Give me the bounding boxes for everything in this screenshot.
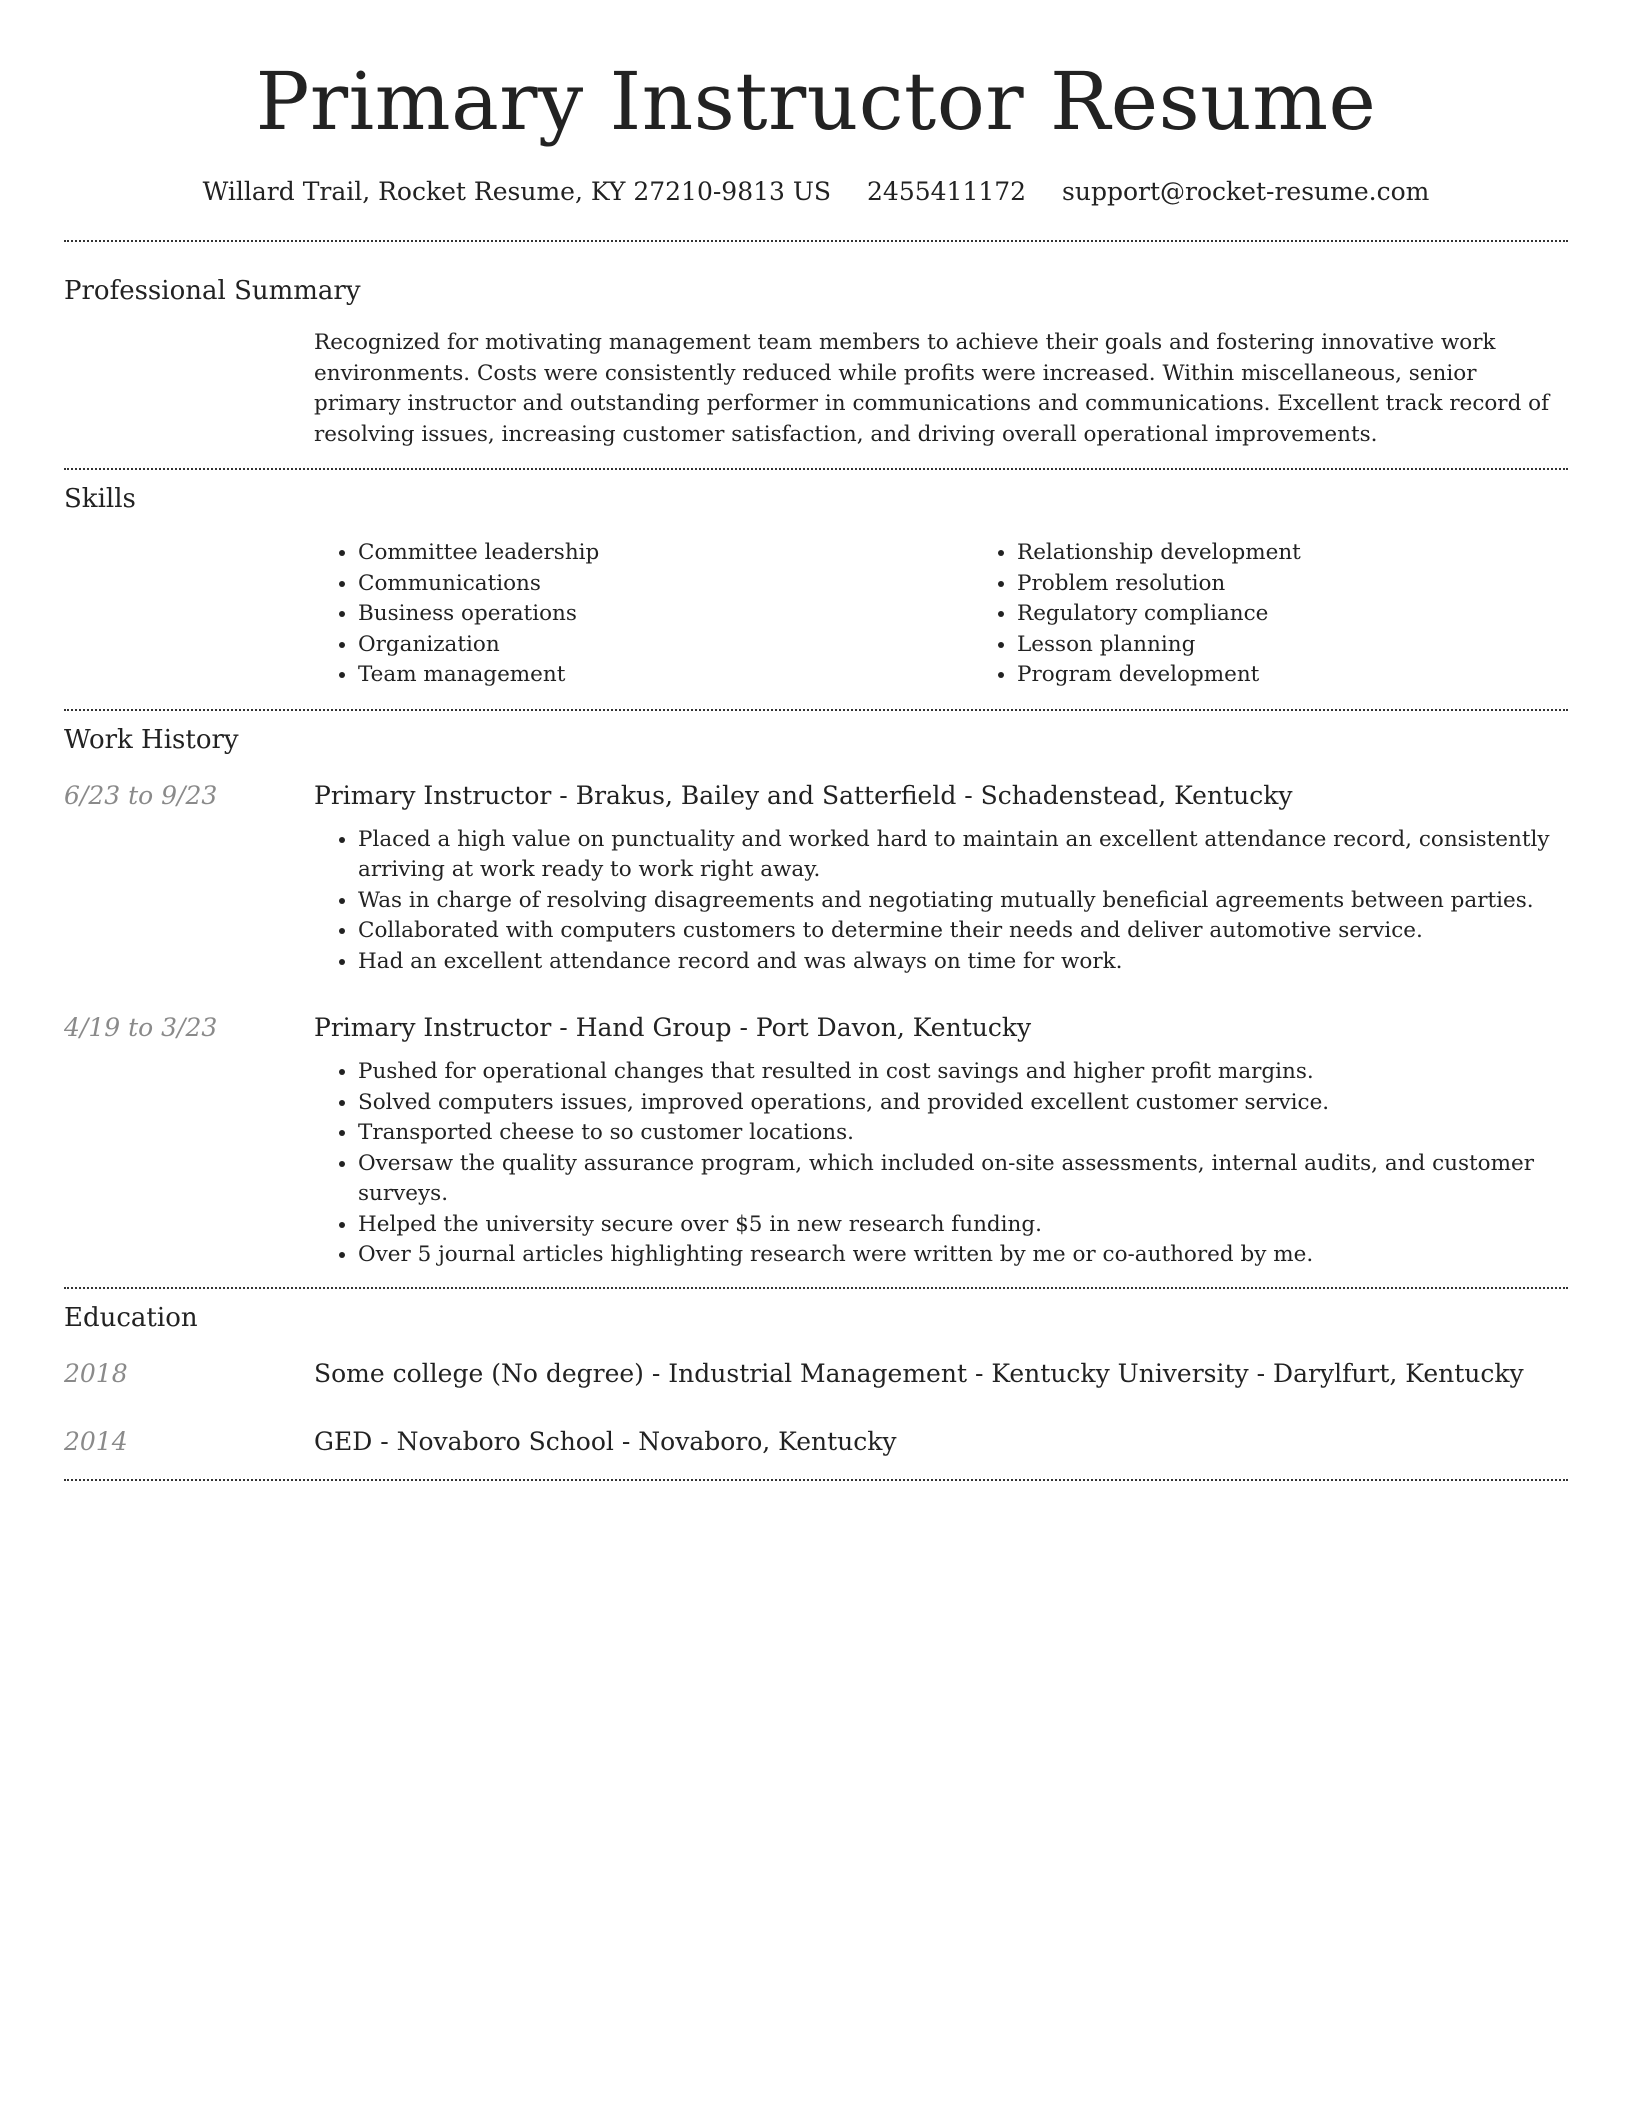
summary-section bbox=[64, 274, 1568, 450]
job-title: Primary Instructor - Hand Group - Port Davon, Kentucky bbox=[314, 1013, 1032, 1042]
education-location: Darylfurt, Kentucky bbox=[1273, 1358, 1524, 1388]
job-dates: 4/19 to 3/23 bbox=[64, 1013, 218, 1042]
job-bullet: • Solved computers issues, improved operations, and provided excellent customer service. bbox=[358, 1088, 1568, 1119]
job-entry bbox=[64, 779, 1568, 978]
job-bullet: • Collaborated with computers customers to determine their needs and deliver automotive service. bbox=[358, 916, 1568, 947]
skill-item: • Communications bbox=[358, 569, 973, 600]
section-divider bbox=[64, 1287, 1568, 1289]
education-entry: 2018 Some college (No degree) - Industrial Management - Kentucky University - Darylfurt, Kentucky bbox=[64, 1357, 1568, 1391]
skill-item: • Program development bbox=[1017, 660, 1632, 691]
section-divider bbox=[64, 709, 1568, 711]
skill-item: • Organization bbox=[358, 630, 973, 661]
job-dates: 6/23 to 9/23 bbox=[64, 780, 218, 810]
section-divider bbox=[64, 240, 1568, 242]
education-year: 2018 bbox=[64, 1358, 128, 1388]
skill-item: • Business operations bbox=[358, 599, 973, 630]
education-year: 2014 bbox=[64, 1426, 128, 1456]
education-location: Novaboro, Kentucky bbox=[638, 1426, 897, 1456]
job-bullet: • Had an excellent attendance record and was always on time for work. bbox=[358, 947, 1568, 978]
job-entry bbox=[64, 1011, 1568, 1271]
job-bullet: • Pushed for operational changes that resulted in cost savings and higher profit margins. bbox=[358, 1057, 1568, 1088]
job-bullet: • Helped the university secure over $5 in new research funding. bbox=[358, 1210, 1568, 1241]
job-bullet: • Was in charge of resolving disagreements and negotiating mutually beneficial agreements between parties. bbox=[358, 886, 1568, 917]
contact-email: support@rocket-resume.com bbox=[1062, 177, 1430, 206]
education-field: Industrial Management bbox=[668, 1358, 968, 1388]
skill-item: • Relationship development bbox=[1017, 538, 1632, 569]
skills-heading: Skills bbox=[64, 484, 136, 514]
job-bullet: • Placed a high value on punctuality and worked hard to maintain an excellent attendance record, consistently arriving at work ready to work right away. bbox=[358, 825, 1568, 886]
job-bullets bbox=[314, 825, 1568, 978]
job-bullet: • Oversaw the quality assurance program, which included on-site assessments, internal audits, and customer surveys. bbox=[358, 1149, 1568, 1210]
section-divider bbox=[64, 468, 1568, 470]
work-section bbox=[64, 723, 1568, 1271]
skill-item: • Committee leadership bbox=[358, 538, 973, 569]
education-heading: Education bbox=[64, 1302, 198, 1333]
skill-item: • Lesson planning bbox=[1017, 630, 1632, 661]
contact-address: Willard Trail, Rocket Resume, KY 27210-9813 US bbox=[202, 177, 832, 206]
education-school: Kentucky University bbox=[991, 1358, 1249, 1388]
skill-item: • Regulatory compliance bbox=[1017, 599, 1632, 630]
job-bullets bbox=[314, 1057, 1568, 1271]
education-school: Novaboro School bbox=[396, 1426, 614, 1456]
skills-list-left bbox=[314, 538, 973, 691]
skill-item: • Team management bbox=[358, 660, 973, 691]
education-entry: 2014 GED - Novaboro School - Novaboro, Kentucky bbox=[64, 1425, 1568, 1459]
job-bullet: • Over 5 journal articles highlighting research were written by me or co-authored by me. bbox=[358, 1240, 1568, 1271]
work-heading: Work History bbox=[64, 724, 239, 755]
contact-phone: 2455411172 bbox=[867, 177, 1027, 206]
section-divider bbox=[64, 1479, 1568, 1481]
contact-line bbox=[64, 176, 1568, 208]
education-degree: Some college (No degree) bbox=[314, 1358, 644, 1388]
skill-item: • Problem resolution bbox=[1017, 569, 1632, 600]
skills-list-right bbox=[973, 538, 1632, 691]
summary-text: Recognized for motivating management team members to achieve their goals and fostering innovative work environments. Costs were consistently reduced while profits were increased. Within miscellaneous, senior primary instructor and outstanding performer in communications and communications. Excellent track record of resolving issues, increasing customer satisfaction, and driving overall operational improvements. bbox=[314, 330, 1550, 447]
resume-title: Primary Instructor Resume bbox=[255, 55, 1377, 148]
job-title: Primary Instructor - Brakus, Bailey and Satterfield - Schadenstead, Kentucky bbox=[314, 780, 1293, 810]
summary-heading: Professional Summary bbox=[64, 276, 361, 306]
job-bullet: • Transported cheese to so customer locations. bbox=[358, 1118, 1568, 1149]
resume-page bbox=[64, 0, 1568, 1481]
education-section bbox=[64, 1301, 1568, 1459]
education-degree: GED bbox=[314, 1426, 373, 1456]
skills-section bbox=[64, 482, 1568, 691]
